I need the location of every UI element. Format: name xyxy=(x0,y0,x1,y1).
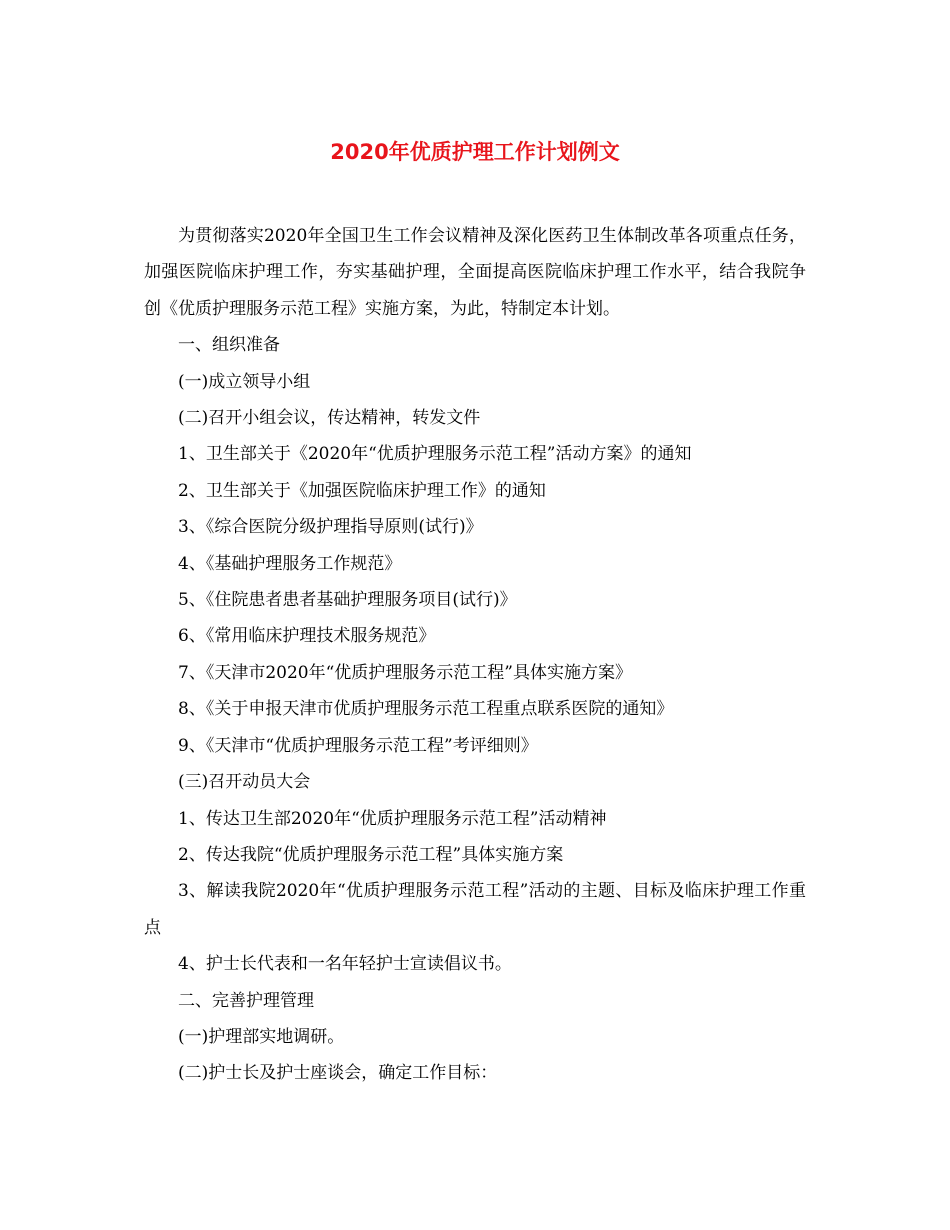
list-item: 2、卫生部关于《加强医院临床护理工作》的通知 xyxy=(178,480,546,501)
section-heading: 二、完善护理管理 xyxy=(178,990,314,1011)
document-title: 2020年优质护理工作计划例文 xyxy=(330,140,620,164)
list-item: 4、《基础护理服务工作规范》 xyxy=(178,553,402,574)
subsection-heading: (一)护理部实地调研。 xyxy=(178,1026,345,1047)
list-item: 9、《天津市“优质护理服务示范工程”考评细则》 xyxy=(178,735,538,756)
list-item: 7、《天津市2020年“优质护理服务示范工程”具体实施方案》 xyxy=(178,662,632,683)
subsection-heading: (二)召开小组会议，传达精神，转发文件 xyxy=(178,408,481,429)
list-item: 3、《综合医院分级护理指导原则(试行)》 xyxy=(178,517,483,538)
list-item: 6、《常用临床护理技术服务规范》 xyxy=(178,626,436,647)
list-item: 1、传达卫生部2020年“优质护理服务示范工程”活动精神 xyxy=(178,808,607,829)
list-item: 5、《住院患者患者基础护理服务项目(试行)》 xyxy=(178,590,517,611)
list-item: 1、卫生部关于《2020年“优质护理服务示范工程”活动方案》的通知 xyxy=(178,444,692,465)
document-body xyxy=(144,218,806,1092)
list-item: 8、《关于申报天津市优质护理服务示范工程重点联系医院的通知》 xyxy=(178,699,674,720)
body-paragraph: 为贯彻落实2020年全国卫生工作会议精神及深化医药卫生体制改革各项重点任务，加强医院临床护理工作，夯实基础护理，全面提高医院临床护理工作水平，结合我院争创《优质护理服务示范工程》实施方案，为此，特制定本计划。 xyxy=(144,226,806,319)
list-item: 4、护士长代表和一名年轻护士宣读倡议书。 xyxy=(178,954,512,975)
subsection-heading: (二)护士长及护士座谈会，确定工作目标： xyxy=(178,1063,498,1084)
section-heading: 一、组织准备 xyxy=(178,335,280,356)
subsection-heading: (一)成立领导小组 xyxy=(178,371,311,392)
list-item: 3、解读我院2020年“优质护理服务示范工程”活动的主题、目标及临床护理工作重点 xyxy=(144,881,806,938)
list-item: 2、传达我院“优质护理服务示范工程”具体实施方案 xyxy=(178,844,564,865)
subsection-heading: (三)召开动员大会 xyxy=(178,772,311,793)
